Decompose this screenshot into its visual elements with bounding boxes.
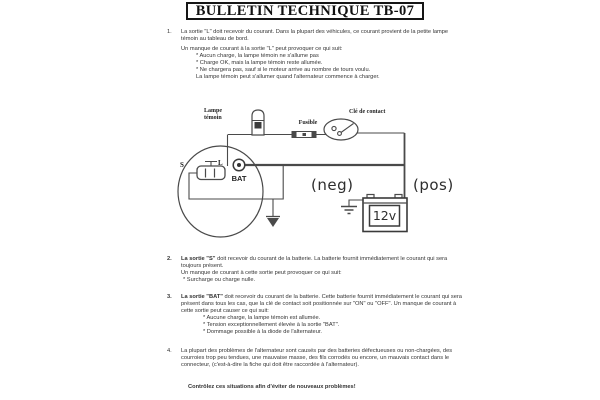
bullet-line: * Dommage possible à la diode de l'alternateur. <box>203 329 323 335</box>
neg-label: (neg) <box>311 176 354 194</box>
section-number: 4. <box>167 348 172 354</box>
section-3 <box>167 294 467 336</box>
bullet-line: La lampe témoin peut s'allumer quand l'alternateur commence à charger. <box>196 74 380 80</box>
lead-rest: doit recevoir du courant de la batterie. Cette batterie fournit immédiatement le courant qui sera présent dans tous les cas, que la clé de contact soit positionnée sur "ON" ou "OFF". Un manque de courant à cette sortie peut causer ce qui suit: <box>181 294 462 314</box>
paragraph: La sortie "L" doit recevoir du courant. Dans la plupart des véhicules, ce courant provient de la petite lampe témoin au tableau de bord. <box>181 29 449 42</box>
bullet-line: * Ne chargera pas, sauf si le moteur arrive au nombre de tours voulu. <box>196 67 371 73</box>
lead-bold: La sortie "BAT" <box>181 294 223 300</box>
wiring-diagram <box>155 100 470 252</box>
lamp-label-line1: Lampe <box>204 108 222 114</box>
battery-neg-wire <box>349 200 363 207</box>
bat-terminal <box>233 159 245 171</box>
l-terminal-tab <box>205 162 217 167</box>
ground-symbol-battery <box>341 207 357 214</box>
bullet-line: * Charge OK, mais la lampe témoin reste allumée. <box>196 60 323 66</box>
ignition-key-label: Clé de contact <box>349 108 386 115</box>
lamp-label-line2: témoin <box>204 114 222 121</box>
page-title: BULLETIN TECHNIQUE TB-07 <box>186 2 424 20</box>
terminal-bat-label: BAT <box>231 174 247 183</box>
lead-rest: doit recevoir du courant de la batterie. La batterie fournit immédiatement le courant qui sera toujours présent. <box>181 256 448 269</box>
ignition-switch <box>324 119 358 140</box>
fuse-symbol <box>292 132 316 138</box>
pos-label: (pos) <box>413 176 454 194</box>
terminal-l-label: L <box>218 159 223 167</box>
fuse-label: Fusible <box>298 119 318 126</box>
lamp-label <box>204 108 222 121</box>
ground-arrow <box>267 218 279 227</box>
stator-connector <box>197 166 225 180</box>
bullet-line: * Surcharge ou charge nulle. <box>183 277 256 283</box>
closing-warning: Contrôlez ces situations afin d'éviter de nouveaux problèmes! <box>188 384 356 390</box>
section-2 <box>167 256 467 284</box>
bullet-line: * Aucun charge, la lampe témoin ne s'allume pas <box>196 53 319 59</box>
indicator-bulb <box>252 110 264 135</box>
lead-bold: La sortie "S" <box>181 256 216 262</box>
section-4 <box>167 348 467 369</box>
section-number: 3. <box>167 294 172 300</box>
terminal-s-label: S <box>180 161 184 169</box>
paragraph: Un manque de courant à la sortie "L" peut provoquer ce qui suit: <box>181 46 343 52</box>
section-number: 1. <box>167 29 172 35</box>
section-number: 2. <box>167 256 172 262</box>
bullet-line: * Tension exceptionnellement élevée à la sortie "BAT". <box>203 322 340 328</box>
paragraph <box>181 294 466 315</box>
battery-voltage-label: 12v <box>372 208 397 223</box>
paragraph: La plupart des problèmes de l'alternateur sont causés par des batteries défectueuses ou non-chargées, des courroies trop peu tendues, une mauvaise masse, des fils corrodés ou encore, un mauvais contact dans le connecteur, (c'est-à-dire la fiche qui doit être raccordée à l'alternateur). <box>181 348 453 368</box>
section-1 <box>167 29 467 81</box>
bullet-line: * Aucune charge, la lampe témoin est allumée. <box>203 315 321 321</box>
paragraph <box>181 256 466 270</box>
paragraph: Un manque de courant à cette sortie peut provoquer ce qui suit: <box>181 270 342 276</box>
